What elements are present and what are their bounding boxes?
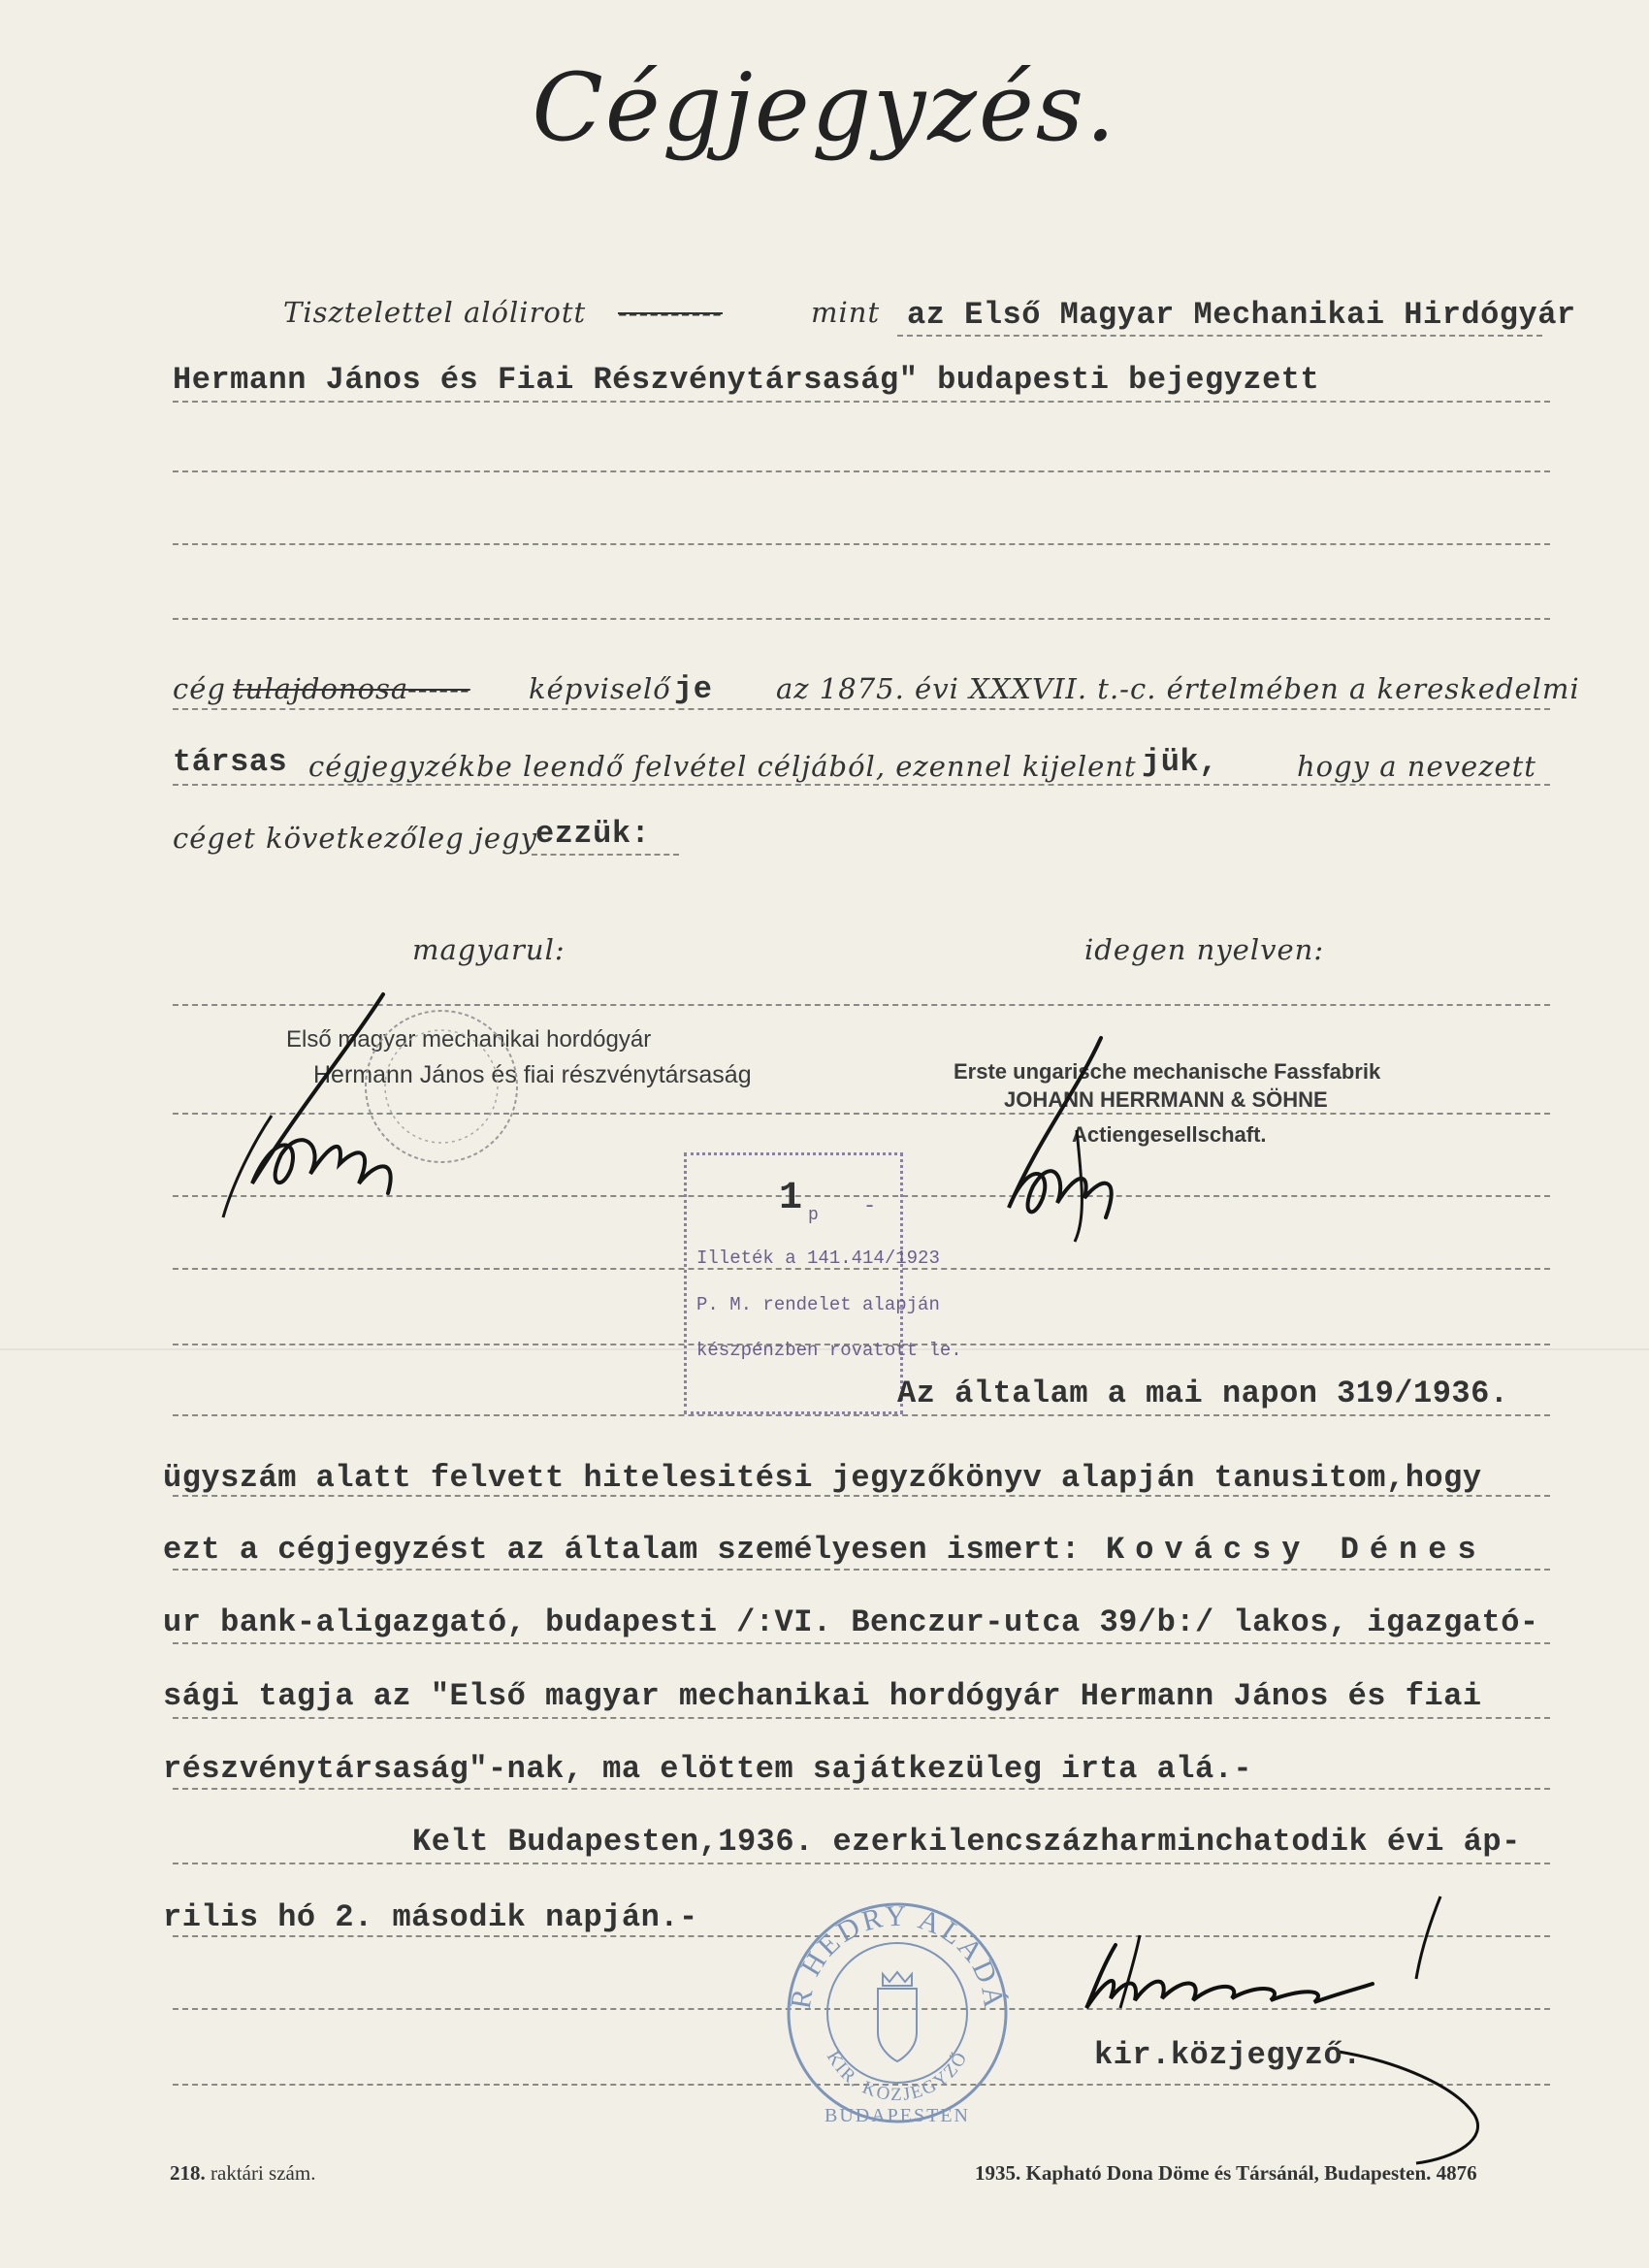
rule-15	[173, 1495, 1550, 1497]
footer-publisher: 1935. Kapható Dona Döme és Társánál, Budapesten. 4876	[975, 2161, 1477, 2185]
stamp-de-line-2: JOHANN HERRMANN & SÖHNE	[1004, 1087, 1328, 1112]
intro-mint: mint	[811, 296, 881, 329]
stamp-de-line-3: Actiengesellschaft.	[1072, 1122, 1267, 1147]
notary-line-8: rilis hó 2. második napján.-	[163, 1899, 698, 1935]
duty-line-2: P. M. rendelet alapján	[696, 1294, 940, 1315]
company-line-1: az Első Magyar Mechanikai Hirdógyár	[907, 297, 1576, 333]
rule-16	[173, 1569, 1550, 1571]
rule-17	[173, 1642, 1550, 1644]
notary-line-6: részvénytársaság"-nak, ma elöttem sajátkezüleg irta alá.-	[163, 1751, 1253, 1787]
rule-14	[173, 1414, 1550, 1416]
label-hungarian: magyarul:	[412, 933, 566, 966]
duty-stamp	[684, 1152, 962, 1414]
stock-number: 218.	[170, 2161, 206, 2185]
rule-18	[173, 1717, 1550, 1719]
decl-tarsas: társas	[173, 744, 288, 780]
decl-ezzuk: ezzük:	[535, 816, 651, 852]
notary-person-name: Kovácsy Dénes	[1106, 1532, 1487, 1568]
decl-je: je	[674, 671, 713, 707]
rule-3	[173, 470, 1550, 472]
decl-ceg: cég	[173, 672, 226, 705]
duty-line-1: Illeték a 141.414/1923	[696, 1247, 940, 1269]
notary-line-5: sági tagja az "Első magyar mechanikai hordógyár Hermann János és fiai	[163, 1678, 1482, 1714]
page-title: Cégjegyzés.	[532, 53, 1117, 162]
notary-line-3: ezt a cégjegyzést az általam személyesen ismert:	[163, 1532, 1081, 1568]
decl-line2-end: hogy a nevezett	[1297, 750, 1536, 783]
duty-line-3: készpénzben rovatott le.	[696, 1340, 962, 1361]
svg-text:DR HEDRY ALADÁR	[769, 1871, 1011, 2013]
duty-unit: p	[808, 1206, 819, 1225]
notary-line-2: ügyszám alatt felvett hitelesitési jegyzőkönyv alapján tanusitom,hogy	[163, 1460, 1482, 1496]
decl-tulajdonosa: tulajdonosa	[233, 672, 409, 705]
footer-stock-number	[170, 2161, 315, 2186]
notary-seal-bottom-text: BUDAPESTEN	[824, 2105, 971, 2126]
rule-5	[173, 618, 1550, 620]
rule-7	[173, 784, 1550, 786]
rule-6	[173, 708, 1550, 710]
intro-label: Tisztelettel alólirott	[283, 296, 587, 329]
rule-20	[173, 1863, 1550, 1864]
notary-seal-ring-text: DR HEDRY ALADÁR	[768, 1871, 1011, 2013]
rule-19	[173, 1788, 1550, 1790]
stamp-hu-line-1: Első magyar mechanikai hordógyár	[286, 1026, 652, 1053]
notary-line-1: Az általam a mai napon 319/1936.	[897, 1376, 1509, 1411]
notary-line-7: Kelt Budapesten,1936. ezerkilencszázharminchatodik évi áp-	[412, 1824, 1521, 1860]
decl-struck-dashes: ------	[407, 672, 470, 705]
company-line-2: Hermann János és Fiai Részvénytársaság" budapesti bejegyzett	[173, 362, 1320, 398]
decl-kepviselo: képviselő	[529, 672, 671, 705]
decl-law: az 1875. évi XXXVII. t.-c. értelmében a kereskedelmi	[776, 672, 1580, 705]
decl-juk: jük,	[1142, 744, 1218, 780]
decl-line2-mid: cégjegyzékbe leendő felvétel céljából, ezennel kijelent	[308, 750, 1137, 783]
notary-line-4: ur bank-aligazgató, budapesti /:VI. Benczur-utca 39/b:/ lakos, igazgató-	[163, 1604, 1539, 1640]
notary-seal-inner-text: KIR. KÖZJEGYZŐ	[822, 2047, 973, 2106]
rule-4	[173, 543, 1550, 545]
duty-amount: 1	[779, 1177, 803, 1220]
rule-8	[532, 854, 679, 856]
svg-text:KIR. KÖZJEGYZŐ	[823, 2047, 972, 2105]
rule-2	[173, 401, 1550, 403]
decl-line3: céget következőleg jegy	[173, 822, 538, 855]
label-foreign: idegen nyelven:	[1084, 933, 1325, 966]
rule-1	[897, 335, 1542, 337]
stock-label: raktári szám.	[210, 2161, 316, 2185]
stamp-de-line-1: Erste ungarische mechanische Fassfabrik	[954, 1059, 1381, 1084]
duty-unit-suffix: -	[863, 1194, 877, 1218]
notary-title: kir.közjegyző.	[1094, 2037, 1362, 2073]
intro-struck-dashes: ----------	[618, 296, 723, 329]
stamp-hu-line-2: Hermann János és fiai részvénytársaság	[313, 1061, 752, 1088]
